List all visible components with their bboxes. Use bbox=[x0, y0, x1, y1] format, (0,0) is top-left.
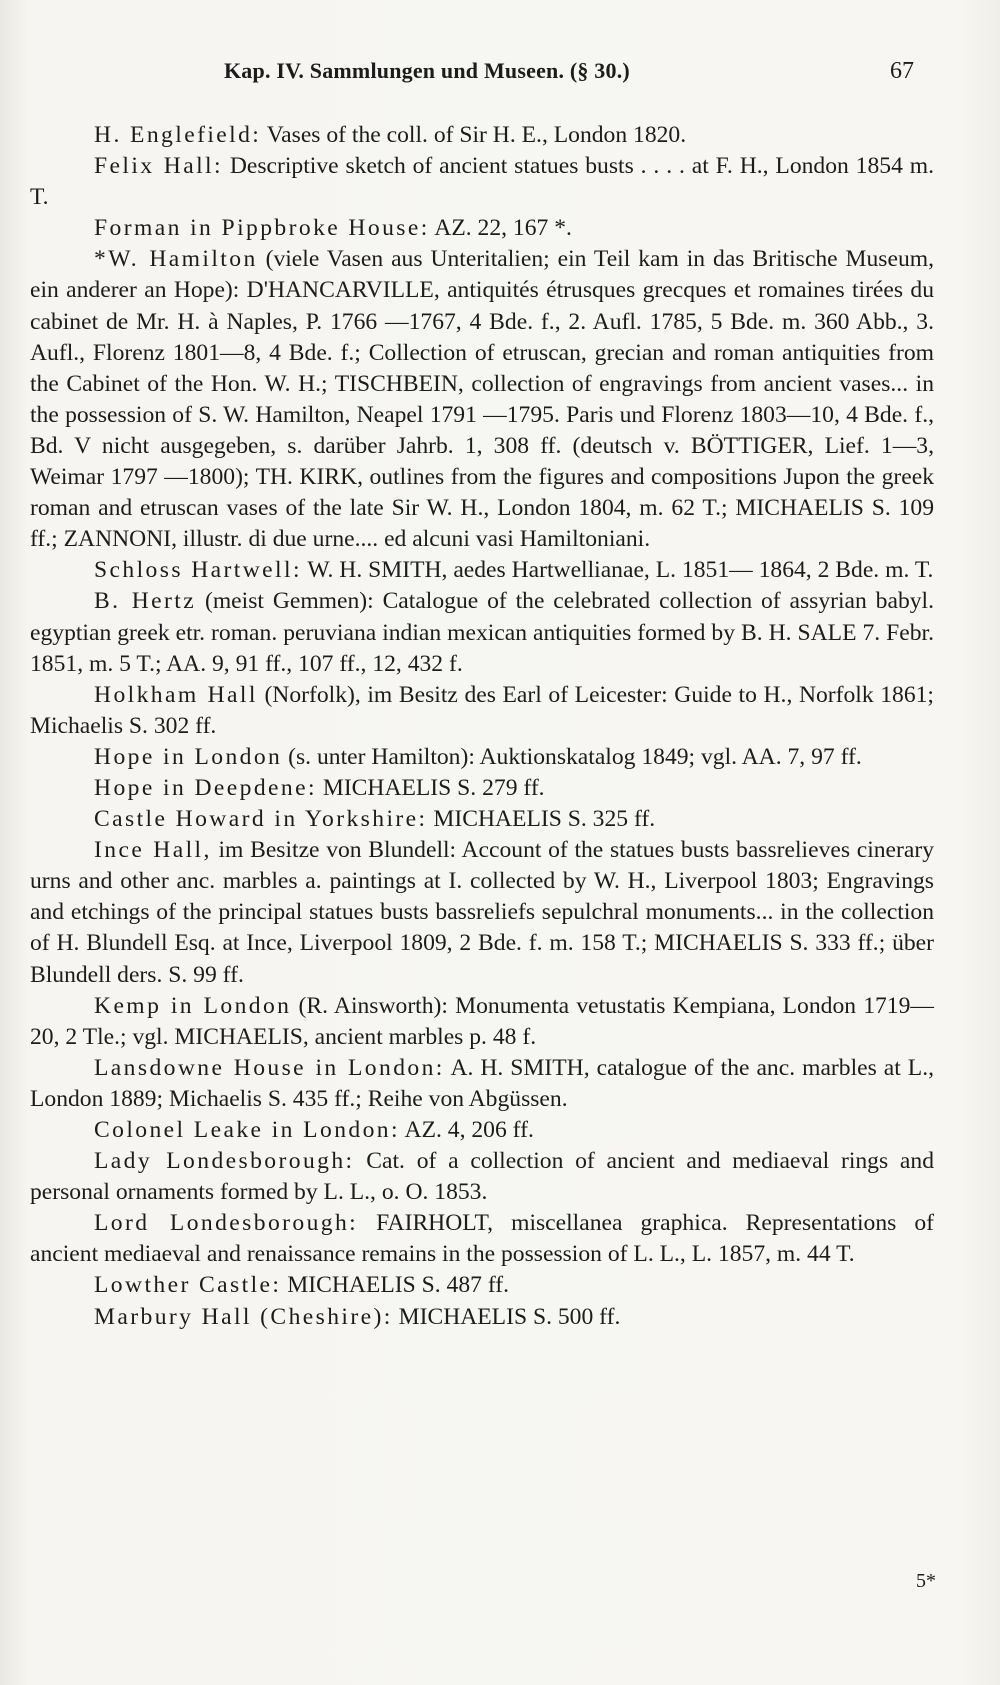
signature-mark: 5* bbox=[916, 1570, 936, 1592]
bibliography-entry bbox=[30, 151, 934, 213]
entry-text: MICHAELIS S. 325 ff. bbox=[427, 806, 656, 833]
entry-text: im Besitze von Blundell: Account of the statues busts bassrelieves cinerary urns and other anc. marbles a. paintings at I. collected by W. H., Liverpool 1803; Engravings and etchings of the principal statues busts bassreliefs sepulchral monuments... in the collection of H. Blundell Esq. at Ince, Liverpool 1809, 2 Bde. f. m. 158 T.; MICHAELIS S. 333 ff.; über Blundell ders. S. 99 ff. bbox=[30, 837, 934, 988]
bibliography-list bbox=[30, 120, 934, 1333]
bibliography-entry bbox=[30, 804, 934, 835]
entry-text: (Norfolk), im Besitz des Earl of Leicester: Guide to H., Norfolk 1861; Michaelis S. 302 ff. bbox=[30, 681, 934, 739]
bibliography-entry bbox=[30, 213, 934, 244]
bibliography-entry bbox=[30, 555, 934, 586]
entry-term: Hope in London bbox=[94, 743, 283, 770]
entry-term: *W. Hamilton bbox=[94, 246, 258, 273]
entry-text: (s. unter Hamilton): Auktionskatalog 1849; vgl. AA. 7, 97 ff. bbox=[282, 743, 862, 770]
entry-term: Hope in Deepdene: bbox=[94, 774, 317, 801]
bibliography-entry bbox=[30, 244, 934, 555]
page-header bbox=[224, 58, 914, 94]
entry-term: B. Hertz bbox=[94, 588, 197, 615]
entry-text: MICHAELIS S. 279 ff. bbox=[316, 774, 545, 801]
entry-term: Marbury Hall (Cheshire): bbox=[94, 1303, 393, 1330]
entry-term: Holkham Hall bbox=[94, 681, 258, 708]
entry-text: MICHAELIS S. 487 ff. bbox=[281, 1272, 510, 1299]
entry-term: Lord Londesborough: bbox=[94, 1210, 359, 1237]
bibliography-entry bbox=[30, 1208, 934, 1270]
entry-term: Lady Londesborough: bbox=[94, 1148, 355, 1175]
bibliography-entry bbox=[30, 586, 934, 679]
entry-text: (meist Gemmen): Catalogue of the celebrated collection of assyrian babyl. egyptian greek etr. roman. peruviana indian mexican antiquities formed by B. H. SALE 7. Febr. 1851, m. 5 T.; AA. 9, 91 ff., 107 ff., 12, 432 f. bbox=[30, 588, 934, 677]
bibliography-entry bbox=[30, 1146, 934, 1208]
entry-text: AZ. 4, 206 ff. bbox=[399, 1117, 534, 1143]
entry-term: Felix Hall: bbox=[94, 153, 223, 180]
entry-term: Schloss Hartwell: bbox=[94, 557, 302, 584]
entry-term: H. Englefield: bbox=[94, 122, 262, 148]
entry-text: (R. Ainsworth): Monumenta vetustatis Kempiana, London 1719—20, 2 Tle.; vgl. MICHAELIS, ancient marbles p. 48 f. bbox=[30, 992, 934, 1050]
bibliography-entry bbox=[30, 773, 934, 804]
entry-text: (viele Vasen aus Unteritalien; ein Teil kam in das Britische Museum, ein anderer an Hope): D'HANCARVILLE, antiquités étrusques grecques et romaines tirées du cabinet de Mr. H. à Naples, P. 1766 —1767, 4 Bde. f., 2. Aufl. 1785, 5 Bde. m. 360 Abb., 3. Aufl., Florenz 1801—8, 4 Bde. f.; Collection of etruscan, grecian and roman antiquities from the Cabinet of the Hon. W. H.; TISCHBEIN, collection of engravings from ancient vases... in the possession of S. W. Hamilton, Neapel 1791 —1795. Paris und Florenz 1803—10, 4 Bde. f., Bd. V nicht ausgegeben, s. darüber Jahrb. 1, 308 ff. (deutsch v. BÖTTIGER, Lief. 1—3, Weimar 1797 —1800); TH. KIRK, outlines from the figures and compositions Jupon the greek roman and etruscan vases of the late Sir W. H., London 1804, m. 62 T.; MICHAELIS S. 109 ff.; ZANNONI, illustr. di due urne.... ed alcuni vasi Hamiltoniani. bbox=[30, 246, 934, 553]
entry-text: Vases of the coll. of Sir H. E., London 1820. bbox=[261, 122, 687, 148]
bibliography-entry bbox=[30, 680, 934, 742]
bibliography-entry bbox=[30, 120, 934, 151]
entry-text: FAIRHOLT, miscellanea graphica. Representations of ancient mediaeval and renaissance remains in the possession of L. L., L. 1857, m. 44 T. bbox=[30, 1210, 935, 1268]
entry-term: Lansdowne House in London: bbox=[94, 1054, 445, 1081]
entry-term: Forman in Pippbroke House: bbox=[94, 215, 430, 242]
entry-term: Castle Howard in Yorkshire: bbox=[94, 806, 428, 833]
bibliography-entry bbox=[30, 1053, 934, 1115]
entry-text: Cat. of a collection of ancient and mediaeval rings and personal ornaments formed by L. L., o. O. 1853. bbox=[30, 1148, 934, 1206]
entry-term: Ince Hall, bbox=[94, 837, 212, 864]
bibliography-entry bbox=[30, 835, 934, 990]
entry-text: W. H. SMITH, aedes Hartwellianae, L. 1851— 1864, 2 Bde. m. T. bbox=[301, 557, 934, 584]
bibliography-entry bbox=[30, 1302, 934, 1333]
entry-text: MICHAELIS S. 500 ff. bbox=[392, 1303, 621, 1330]
running-head: Kap. IV. Sammlungen und Museen. (§ 30.) bbox=[224, 58, 630, 83]
entry-term: Colonel Leake in London: bbox=[94, 1117, 400, 1143]
bibliography-entry bbox=[30, 1270, 934, 1301]
entry-term: Lowther Castle: bbox=[94, 1272, 282, 1299]
entry-text: AZ. 22, 167 *. bbox=[429, 215, 572, 242]
entry-text: A. H. SMITH, catalogue of the anc. marbles at L., London 1889; Michaelis S. 435 ff.; Reihe von Abgüssen. bbox=[30, 1054, 935, 1112]
bibliography-entry bbox=[30, 742, 934, 773]
bibliography-entry bbox=[30, 1115, 934, 1146]
entry-term: Kemp in London bbox=[94, 992, 292, 1019]
page-number: 67 bbox=[890, 58, 914, 84]
bibliography-entry bbox=[30, 991, 934, 1053]
entry-text: Descriptive sketch of ancient statues busts . . . . at F. H., London 1854 m. T. bbox=[30, 153, 934, 211]
